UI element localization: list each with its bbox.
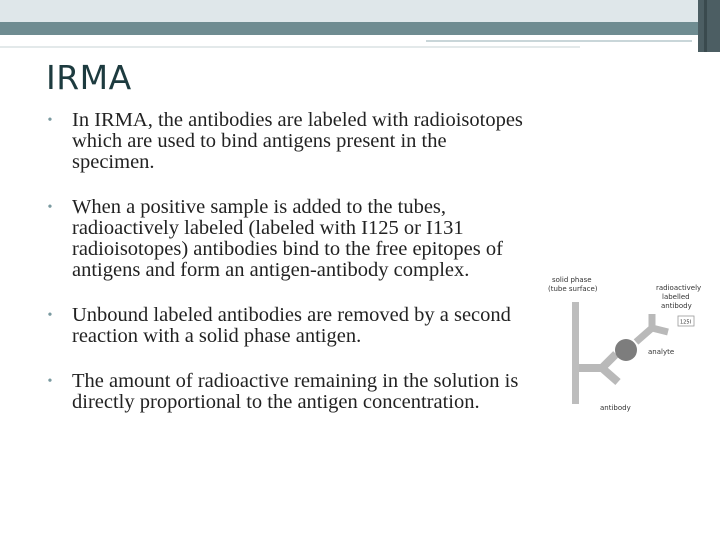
solid-phase-bar bbox=[572, 302, 579, 404]
bullet-text: In IRMA, the antibodies are labeled with radioisotopes which are used to bind antigens present in the specimen. bbox=[72, 109, 523, 173]
labelled-antibody-shape bbox=[636, 314, 668, 342]
slide-title: IRMA bbox=[46, 58, 132, 97]
radio-label-3: antibody bbox=[661, 302, 692, 310]
isotope-tag-label: 125I bbox=[680, 319, 692, 326]
analyte-label: analyte bbox=[648, 348, 675, 356]
analyte-circle bbox=[615, 339, 637, 361]
header-band bbox=[0, 0, 720, 22]
bullet-text: Unbound labeled antibodies are removed by a second reaction with a solid phase antigen. bbox=[72, 304, 511, 347]
accent-line bbox=[426, 40, 692, 42]
bullet-icon: • bbox=[47, 374, 53, 389]
radio-label-1: radioactively bbox=[656, 284, 702, 292]
bullet-item bbox=[28, 371, 528, 413]
bullet-item bbox=[28, 197, 528, 281]
header-corner-stripe bbox=[704, 0, 707, 52]
antibody-label: antibody bbox=[600, 404, 631, 412]
solid-phase-label: solid phase bbox=[552, 276, 592, 284]
radio-label-2: labelled bbox=[662, 293, 690, 301]
bullet-icon: • bbox=[47, 200, 53, 215]
irma-diagram bbox=[544, 276, 704, 426]
bullet-text: The amount of radioactive remaining in the solution is directly proportional to the antigen concentration. bbox=[72, 370, 519, 413]
bullet-list bbox=[28, 110, 528, 437]
header-bar bbox=[0, 22, 720, 35]
bullet-text: When a positive sample is added to the tubes, radioactively labeled (labeled with I125 or I131 radioisotopes) antibodies bind to the free epitopes of antigens and form an antigen-antibody complex. bbox=[72, 196, 503, 281]
header-corner-block bbox=[698, 0, 720, 52]
accent-line bbox=[0, 46, 580, 48]
bullet-icon: • bbox=[47, 113, 53, 128]
bullet-icon: • bbox=[47, 308, 53, 323]
bullet-item bbox=[28, 110, 528, 173]
bullet-item bbox=[28, 305, 528, 347]
solid-phase-sublabel: (tube surface) bbox=[548, 285, 598, 293]
bound-antibody-shape bbox=[579, 354, 618, 382]
